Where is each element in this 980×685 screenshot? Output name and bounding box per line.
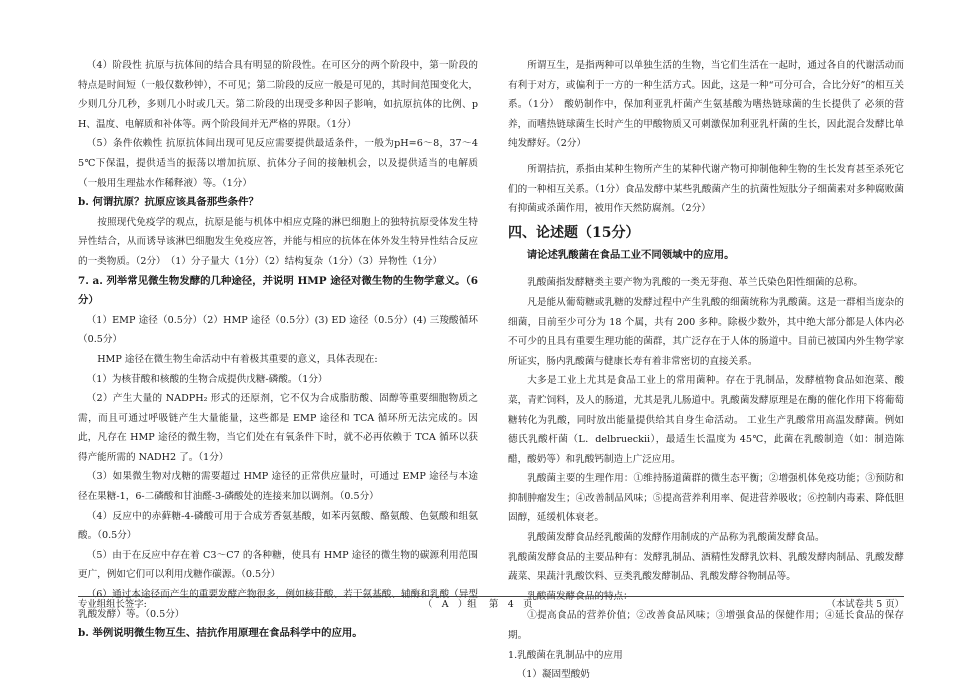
paragraph-hmp-5: （5）由于在反应中存在着 C3～C7 的各种糖，使具有 HMP 途径的微生物的碳源利用范围更广，例如它们可以利用戊糖作碳源。（0.5分） — [78, 549, 478, 581]
left-column — [78, 56, 478, 644]
paragraph-condition: （5）条件依赖性 抗原抗体间出现可见反应需要提供最适条件，一般为pH=6～8，37～45℃下保温，提供适当的振荡以增加抗原、抗体分子间的接触机会，以及提供适当的电解质（一般用生理盐水作稀释液）等。（1分） — [78, 138, 478, 189]
paragraph-lab-foods: 乳酸菌发酵食品经乳酸菌的发酵作用制成的产品称为乳酸菌发酵食品。 — [527, 532, 825, 544]
paragraph-lab-genera: 凡是能从葡萄糖或乳糖的发酵过程中产生乳酸的细菌统称为乳酸菌。这是一群相当庞杂的细菌，目前至少可分为 18 个属，共有 200 多种。除极少数外，其中绝大部分都是人体内必不可少的且具有重要生理功能的菌群，其广泛存在于人体的肠道中。目前已被国内外生物学家所证实，肠内乳酸菌与健康长寿有着非常密切的直接关系。 — [508, 296, 904, 367]
paragraph-hmp-6: （6）通过本途径而产生的重要发酵产物很多，例如核苷酸、若干氨基酸、辅酶和乳酸（异型乳酸发酵）等。（0.5分） — [78, 589, 478, 620]
footer-divider — [78, 596, 904, 597]
paragraph-hmp-intro: HMP 途径在微生物生命活动中有着极其重要的意义，具体表现在: — [97, 353, 378, 365]
footer-page-number: （ A ）组 第 4 页 — [423, 599, 533, 610]
paragraph-pathways: （1）EMP 途径（0.5分）（2）HMP 途径（0.5分）(3) ED 途径（0.5分）(4) 三羧酸循环（0.5分） — [78, 314, 478, 346]
paragraph-lab-features: ①提高食品的营养价值；②改善食品风味；③增强食品的保健作用；④延长食品的保存期。 — [508, 610, 904, 642]
paragraph-lab-industry: 大多是工业上尤其是食品工业上的常用菌种。存在于乳制品，发酵植物食品如泡菜、酸菜，青贮饲料，及人的肠道，尤其是乳儿肠道中。乳酸菌发酵原理是在酶的催化作用下将葡萄糖转化为乳酸，同时放出能量提供给其自身生命活动。 工业生产乳酸常用高温发酵菌。例如德氏乳酸杆菌（L．delbrueckii），最适生长温度为 45℃，此菌在乳酸制造（如：制造陈醋，酸奶等）和乳酸钙制造上广泛应用。 — [508, 375, 904, 465]
paragraph-lab-dairy: 1.乳酸菌在乳制品中的应用 — [508, 649, 623, 661]
section-title-essay: 四、论述题（15分） — [508, 224, 640, 241]
paragraph-lab-varieties: 乳酸菌发酵食品的主要品种有：发酵乳制品、酒精性发酵乳饮料、乳酸发酵肉制品、乳酸发酵蔬菜、果蔬汁乳酸饮料、豆类乳酸发酵制品、乳酸发酵谷物制品等。 — [508, 551, 904, 583]
footer-signature-label: 专业组组长签字: — [78, 599, 147, 610]
paragraph-hmp-1: （1）为核苷酸和核酸的生物合成提供戊糖-磷酸。（1分） — [86, 373, 328, 385]
footer-total-pages: （本试卷共 5 页） — [826, 599, 904, 610]
question-antigen-heading: b. 何谓抗原？抗原应该具备那些条件？ — [78, 196, 259, 209]
paragraph-mutualism: 所谓互生，是指两种可以单独生活的生物，当它们生活在一起时，通过各自的代谢活动而有利于对方，或偏利于一方的一种生活方式。因此，这是一种“可分可合，合比分好”的相互关系。（1分） 酸奶制作中，保加利亚乳杆菌产生氨基酸为嗜热链球菌的生长提供了 必须的营养，而嗜热链球菌生长时产生的甲酸物质又可刺激保加利亚乳杆菌的生长，因此混合发酵比单纯发酵好。（2分） — [508, 60, 904, 150]
paragraph-lab-definition: 乳酸菌指发酵糖类主要产物为乳酸的一类无芽孢、革兰氏染色阳性细菌的总称。 — [527, 277, 863, 289]
paragraph-antagonism: 所谓拮抗，系指由某种生物所产生的某种代谢产物可抑制他种生物的生长发育甚至杀死它们的一种相互关系。（1分）食品发酵中某些乳酸菌产生的抗菌性短肽分子细菌素对多种腐败菌有抑菌或杀菌作用，被用作天然防腐剂。（2分） — [508, 163, 904, 215]
paragraph-stage: （4）阶段性 抗原与抗体间的结合具有明显的阶段性。在可区分的两个阶段中，第一阶段的特点是时间短（一般仅数秒钟），不可见；第二阶段的反应一般是可见的，其时间范围变化大，少则几分几秒，多则几小时或几天。第二阶段的出现受多种因子影响，如抗原抗体的比例、pH、温度、电解质和补体等。两个阶段间并无严格的界限。（1分） — [78, 60, 478, 130]
paragraph-hmp-2: （2）产生大量的 NADPH₂ 形式的还原剂，它不仅为合成脂肪酸、固醇等重要细胞物质之需，而且可通过呼吸链产生大量能量，这些都是 EMP 途径和 TCA 循环所无法完成的。因此，凡存在 HMP 途径的微生物，当它们处在有氧条件下时，就不必再依赖于 TCA 循环以获得产能所需的 NADH2 了。（1分） — [78, 393, 478, 463]
paragraph-set-yogurt: （1）凝固型酸奶 — [516, 669, 590, 681]
paragraph-lab-functions: 乳酸菌主要的生理作用：①维持肠道菌群的微生态平衡；②增强机体免疫功能；③预防和抑制肿瘤发生；④改善制品风味；⑤提高营养利用率、促进营养吸收；⑥控制内毒素、降低胆固醇，延缓机体衰老。 — [508, 473, 904, 524]
paragraph-hmp-3: （3）如果微生物对戊糖的需要超过 HMP 途径的正常供应量时，可通过 EMP 途径与本途径在果糖-1，6-二磷酸和甘油醛-3-磷酸处的连接来加以调剂。（0.5分） — [78, 471, 478, 503]
paragraph-hmp-4: （4）反应中的赤藓糖-4-磷酸可用于合成芳香氨基酸，如苯丙氨酸、酪氨酸、色氨酸和组氨酸。（0.5分） — [78, 510, 478, 542]
question-fermentation-heading: 7. a. 列举常见微生物发酵的几种途径，并说明 HMP 途径对微生物的生物学意义。（6分） — [78, 274, 478, 307]
paragraph-lab-features-heading: 乳酸菌发酵食品的特点： — [527, 590, 633, 602]
paragraph-antigen: 按照现代免疫学的观点，抗原是能与机体中相应克隆的淋巴细胞上的独特抗原受体发生特异性结合，从而诱导该淋巴细胞发生免疫应答，并能与相应的抗体在体外发生特异性结合反应的一类物质。（2分） （1）分子量大（1分）（2）结构复杂（1分）（3）异物性（1分） — [78, 216, 478, 267]
question-lactic-acid-heading: 请论述乳酸菌在食品工业不同领域中的应用。 — [526, 248, 735, 261]
right-column — [508, 56, 904, 685]
question-symbiosis-heading: b. 举例说明微生物互生、拮抗作用原理在食品科学中的应用。 — [78, 627, 363, 640]
